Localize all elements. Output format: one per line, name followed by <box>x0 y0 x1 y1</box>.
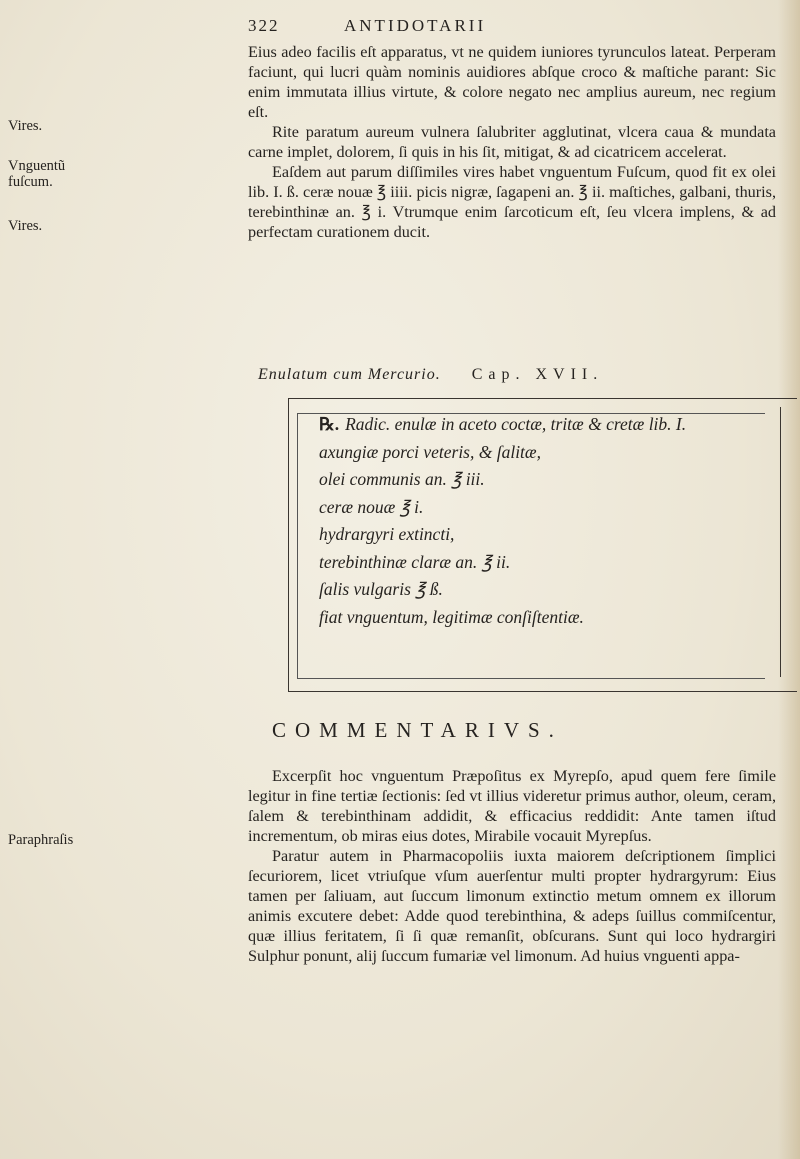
margin-note-vnguentum-fuscum: Vnguentũ fuſcum. <box>8 158 66 190</box>
recipe-line: ceræ nouæ ℥ i. <box>319 496 424 517</box>
margin-note-paraphrasis: Paraphraſis <box>8 832 74 848</box>
margin-note-vires: Vires. <box>8 118 43 134</box>
paragraph-paratur: Paratur autem in Pharmacopoliis iuxta maiorem deſcriptionem ſimplici ſecuriorem, licet vtriuſque vſum auerſentur multi propter hydrargyrum: Eius tamen per ſaliuam, aut ſuccum limonum extinctio metum omnem ex illorum animis excutere debet: Adde quod terebinthina, & adeps ſuillus commiſcentur, quæ illius feritatem, ſi ſi quæ remanſit, obſcurans. Sunt qui loco hydrargiri Sulphur ponunt, alij ſuccum fumariæ vel limonum. Ad huius vnguenti appa- <box>248 847 776 965</box>
recipe-line: axungiæ porci veteris, & ſalitæ, <box>319 441 541 462</box>
rx-symbol: ℞. <box>319 414 340 434</box>
margin-note-vires-2: Vires. <box>8 218 43 234</box>
chapter-number: Cap. XVII. <box>471 366 604 383</box>
recipe-line: fiat vnguentum, legitimæ conſiſtentiæ. <box>319 606 584 627</box>
paragraph-vires: Rite paratum aureum vulnera ſalubriter agglutinat, vlcera caua & mundata carne implet, dolorem, ſi quis in his ſit, mitigat, & ad cicatricem accelerat. <box>248 123 776 161</box>
recipe-line: ſalis vulgaris ℥ ß. <box>319 579 443 599</box>
running-header <box>248 16 678 40</box>
chapter-title: Enulatum cum Mercurio. <box>258 366 441 383</box>
recipe-line: olei communis an. ℥ iii. <box>319 469 485 489</box>
paragraph-vnguentum-fuscum: Eaſdem aut parum diſſimiles vires habet vnguentum Fuſcum, quod fit ex olei lib. I. ß. ceræ nouæ ℥ iiii. picis nigræ, ſagapeni an. ℥ ii. maſtiches, galbani, thuris, terebinthinæ an. ℥ i. Vtrumque enim ſarcoticum eſt, ſeu vlcera implens, & ad perfectam curationem ducit. <box>248 163 776 241</box>
bottom-text-block <box>248 766 776 966</box>
recipe-right-rule <box>780 407 782 677</box>
running-title: ANTIDOTARII <box>344 16 487 35</box>
commentary-heading: COMMENTARIVS. <box>272 718 563 742</box>
recipe-line: hydrargyri extincti, <box>319 524 455 544</box>
paragraph-excerpsit: Excerpſit hoc vnguentum Præpoſitus ex Myrepſo, apud quem fere ſimile legitur in fine tertiæ ſectionis: ſed vt illius videretur primus author, oleum, ceram, ſalem & terebinthinam addidit, & efficacius reddidit: Ante tamen iſtud incrementum, ob miras eius dotes, Mirabile vocauit Myrepſus. <box>248 767 776 845</box>
recipe-lines <box>319 411 686 631</box>
recipe-box <box>288 398 797 692</box>
top-text-block <box>248 42 776 242</box>
chapter-heading <box>258 366 718 384</box>
paragraph-preparation: Eius adeo facilis eſt apparatus, vt ne quidem iuniores tyrunculos lateat. Perperam faciunt, qui lucri quàm nominis auidiores abſque croco & maſtiche parant: Sic enim immutata illius virtute, & colore negato nec amplius aureum, nec regium eſt. <box>248 43 776 121</box>
page-number: 322 <box>248 16 280 35</box>
recipe-line: ℞. Radic. enulæ in aceto coctæ, tritæ & cretæ lib. I. <box>319 414 687 434</box>
recipe-line: terebinthinæ claræ an. ℥ ii. <box>319 551 511 572</box>
